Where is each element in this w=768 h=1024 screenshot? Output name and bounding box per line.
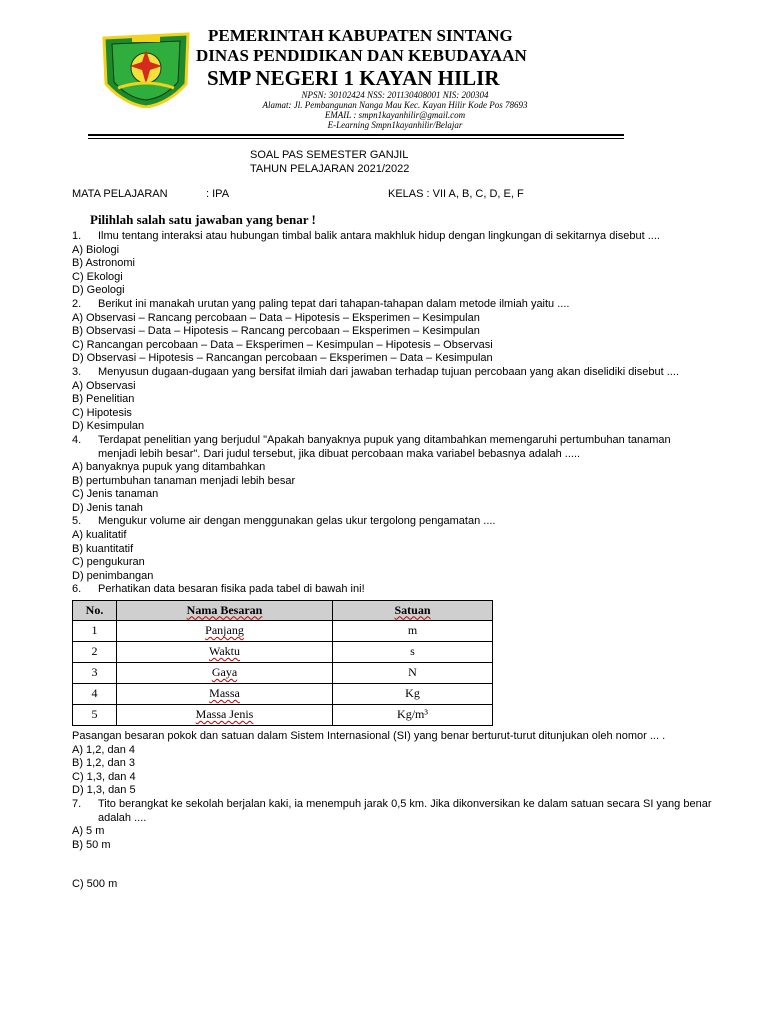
question-number: 6. xyxy=(72,583,82,596)
table-header-row xyxy=(73,601,493,621)
table-cell-text: Waktu xyxy=(208,644,241,659)
option: D) Jenis tanah xyxy=(72,501,143,514)
question-number: 3. xyxy=(72,365,82,378)
question-list xyxy=(72,230,712,892)
table-cell: Kg xyxy=(333,684,493,705)
table-cell xyxy=(117,705,333,726)
option: C) 500 m xyxy=(72,878,118,891)
question-text: Ilmu tentang interaksi atau hubungan timbal balik antara makhluk hidup dengan lingkungan di sekitarnya disebut .... xyxy=(98,230,660,242)
option: B) 1,2, dan 3 xyxy=(72,757,135,770)
table-header-cell: Satuan xyxy=(333,601,493,621)
question-3 xyxy=(72,366,712,380)
option: B) kuantitatif xyxy=(72,542,134,555)
table-row xyxy=(73,642,493,663)
question-2 xyxy=(72,298,712,312)
table-cell: 4 xyxy=(73,684,117,705)
option: C) pengukuran xyxy=(72,556,145,569)
option: B) Penelitian xyxy=(72,393,135,406)
table-cell: 5 xyxy=(73,705,117,726)
option: A) banyaknya pupuk yang ditambahkan xyxy=(72,461,266,474)
option: D) Observasi – Hipotesis – Rancangan percobaan – Eksperimen – Data – Kesimpulan xyxy=(72,352,493,365)
option: B) Astronomi xyxy=(72,257,135,270)
question-number: 2. xyxy=(72,297,82,310)
physical-quantities-table xyxy=(72,600,493,726)
option: B) pertumbuhan tanaman menjadi lebih besar xyxy=(72,474,296,487)
exam-title-line1: SOAL PAS SEMESTER GANJIL xyxy=(250,149,409,161)
question-text: Terdapat penelitian yang berjudul "Apakah banyaknya pupuk yang ditambahkan memengaruhi pertumbuhan tanaman menjadi lebih besar". Dari judul tersebut, jika dibuat percobaan maka variabel bebasnya adalah ..... xyxy=(98,433,671,460)
option: D) 1,3, dan 5 xyxy=(72,784,136,797)
question-text: Perhatikan data besaran fisika pada tabel di bawah ini! xyxy=(98,583,365,596)
class-info: KELAS : VII A, B, C, D, E, F xyxy=(388,188,524,200)
option: A) Observasi xyxy=(72,379,136,392)
table-cell-text: Massa Jenis xyxy=(195,707,254,722)
subject-value: : IPA xyxy=(206,188,230,200)
question-number: 7. xyxy=(72,798,82,810)
table-row xyxy=(73,705,493,726)
table-cell-text: Panjang xyxy=(205,623,244,638)
option: C) Rancangan percobaan – Data – Eksperimen – Kesimpulan – Hipotesis – Observasi xyxy=(72,338,493,351)
table-cell: 3 xyxy=(73,663,117,684)
table-cell: 1 xyxy=(73,621,117,642)
option: A) Biologi xyxy=(72,243,120,256)
table-row xyxy=(73,684,493,705)
option: B) Observasi – Data – Hipotesis – Rancang percobaan – Eksperimen – Kesimpulan xyxy=(72,325,480,338)
question-text: Mengukur volume air dengan menggunakan gelas ukur tergolong pengamatan .... xyxy=(98,515,496,528)
school-elearning: E-Learning Smpn1kayanhilir/Belajar xyxy=(327,120,463,130)
option: B) 50 m xyxy=(72,838,111,851)
question-number: 1. xyxy=(72,230,82,242)
question-text: Berikut ini manakah urutan yang paling tepat dari tahapan-tahapan dalam metode ilmiah yaitu .... xyxy=(98,297,570,310)
question-7 xyxy=(72,798,712,825)
table-cell xyxy=(117,642,333,663)
question-5 xyxy=(72,515,712,529)
table-cell xyxy=(117,621,333,642)
option: C) Jenis tanaman xyxy=(72,488,159,501)
table-cell-text: Gaya xyxy=(211,665,238,680)
question-text: Menyusun dugaan-dugaan yang bersifat ilmiah dari jawaban terhadap tujuan percobaan yang akan diselidiki disebut .... xyxy=(98,365,679,378)
regency-emblem-logo xyxy=(98,28,194,108)
option: D) Kesimpulan xyxy=(72,420,145,433)
table-cell: Kg/m³ xyxy=(333,705,493,726)
table-cell xyxy=(117,684,333,705)
table-cell: m xyxy=(333,621,493,642)
option: D) penimbangan xyxy=(72,569,154,582)
exam-title-line2: TAHUN PELAJARAN 2021/2022 xyxy=(250,163,410,175)
option: C) Hipotesis xyxy=(72,406,132,419)
table-cell-text: Massa xyxy=(209,686,240,701)
question-1 xyxy=(72,230,712,244)
school-ids: NPSN: 30102424 NSS: 201130408001 NIS: 200304 xyxy=(301,90,489,100)
table-cell: 2 xyxy=(73,642,117,663)
table-cell: N xyxy=(333,663,493,684)
government-name: PEMERINTAH KABUPATEN SINTANG xyxy=(208,26,513,45)
department-name: DINAS PENDIDIKAN DAN KEBUDAYAAN xyxy=(196,46,527,65)
question-text: Tito berangkat ke sekolah berjalan kaki, ia menempuh jarak 0,5 km. Jika dikonversikan ke dalam satuan secara SI yang benar adalah .... xyxy=(98,798,712,824)
table-row xyxy=(73,663,493,684)
instruction: Pilihlah salah satu jawaban yang benar ! xyxy=(90,212,316,227)
question-number: 4. xyxy=(72,433,82,446)
option: A) 1,2, dan 4 xyxy=(72,743,135,756)
table-row xyxy=(73,621,493,642)
school-email: EMAIL : smpn1kayanhilir@gmail.com xyxy=(324,110,466,120)
option: C) Ekologi xyxy=(72,270,123,283)
letterhead-rule-thick xyxy=(88,134,624,136)
school-name: SMP NEGERI 1 KAYAN HILIR xyxy=(207,66,500,90)
subject-label: MATA PELAJARAN xyxy=(72,188,168,200)
exam-title xyxy=(250,148,409,176)
option: A) kualitatif xyxy=(72,529,127,542)
question-number: 5. xyxy=(72,515,82,528)
page-gap xyxy=(72,852,712,878)
table-header-cell: Nama Besaran xyxy=(117,601,333,621)
question-6-followup: Pasangan besaran pokok dan satuan dalam Sistem Internasional (SI) yang benar berturut-turut ditunjukan oleh nomor ... . xyxy=(72,730,666,743)
option: D) Geologi xyxy=(72,284,125,297)
question-6 xyxy=(72,583,712,597)
option: A) 5 m xyxy=(72,825,105,838)
question-4 xyxy=(72,434,712,461)
school-address: Alamat: Jl. Pembangunan Nanga Mau Kec. Kayan Hilir Kode Pos 78693 xyxy=(262,100,528,110)
letterhead-rule-thin xyxy=(88,138,624,139)
table-cell: s xyxy=(333,642,493,663)
table-header-cell: No. xyxy=(73,601,117,621)
letterhead xyxy=(196,26,600,130)
table-cell xyxy=(117,663,333,684)
option: A) Observasi – Rancang percobaan – Data – Hipotesis – Eksperimen – Kesimpulan xyxy=(72,311,480,324)
option: C) 1,3, dan 4 xyxy=(72,770,136,783)
